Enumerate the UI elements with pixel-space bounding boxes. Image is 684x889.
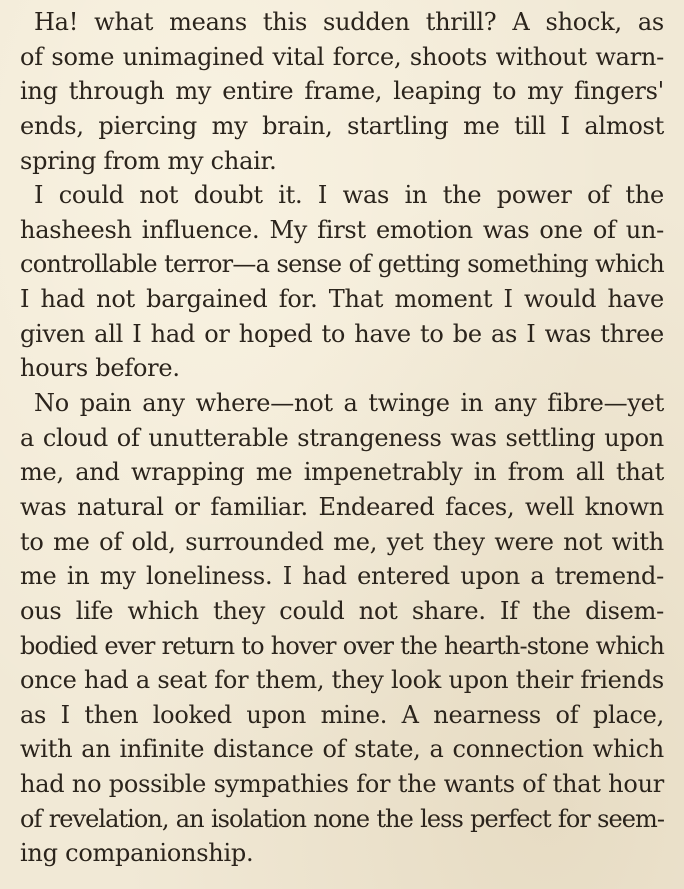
text-line: hasheesh influence. My first emotion was one of un-: [20, 215, 664, 244]
text-line: bodied ever return to hover over the hearth-stone which: [20, 631, 664, 660]
text-line: I had not bargained for. That moment I would have: [20, 285, 664, 314]
text-line: me, and wrapping me impenetrably in from all that: [20, 458, 664, 487]
text-line: hours before.: [20, 354, 180, 383]
text-line: ing through my entire frame, leaping to my fingers': [20, 77, 664, 106]
text-line: was natural or familiar. Endeared faces, well known: [20, 492, 664, 521]
text-line: a cloud of unutterable strangeness was settling upon: [20, 423, 664, 452]
text-line: ous life which they could not share. If the disem-: [20, 596, 664, 625]
page-text: [20, 5, 664, 871]
text-line: once had a seat for them, they look upon their friends: [20, 666, 664, 695]
text-line: with an infinite distance of state, a connection which: [20, 735, 664, 764]
text-line: me in my loneliness. I had entered upon a tremend-: [20, 562, 664, 591]
text-line: controllable terror—a sense of getting something which: [20, 250, 664, 279]
text-line: Ha! what means this sudden thrill? A shock, as: [34, 8, 664, 36]
text-line: of some unimagined vital force, shoots without warn-: [20, 42, 664, 71]
text-line: of revelation, an isolation none the less perfect for seem-: [20, 804, 664, 833]
text-line: No pain any where—not a twinge in any fibre—yet: [34, 389, 664, 418]
text-line: ends, piercing my brain, startling me till I almost: [20, 111, 664, 140]
text-line: ing companionship.: [20, 839, 254, 868]
text-line: I could not doubt it. I was in the power of the: [34, 181, 664, 210]
text-line: spring from my chair.: [20, 146, 277, 175]
text-line: as I then looked upon mine. A nearness of place,: [20, 700, 664, 729]
text-line: had no possible sympathies for the wants of that hour: [20, 770, 664, 799]
text-line: to me of old, surrounded me, yet they were not with: [20, 527, 664, 556]
text-line: given all I had or hoped to have to be as I was three: [20, 319, 664, 348]
